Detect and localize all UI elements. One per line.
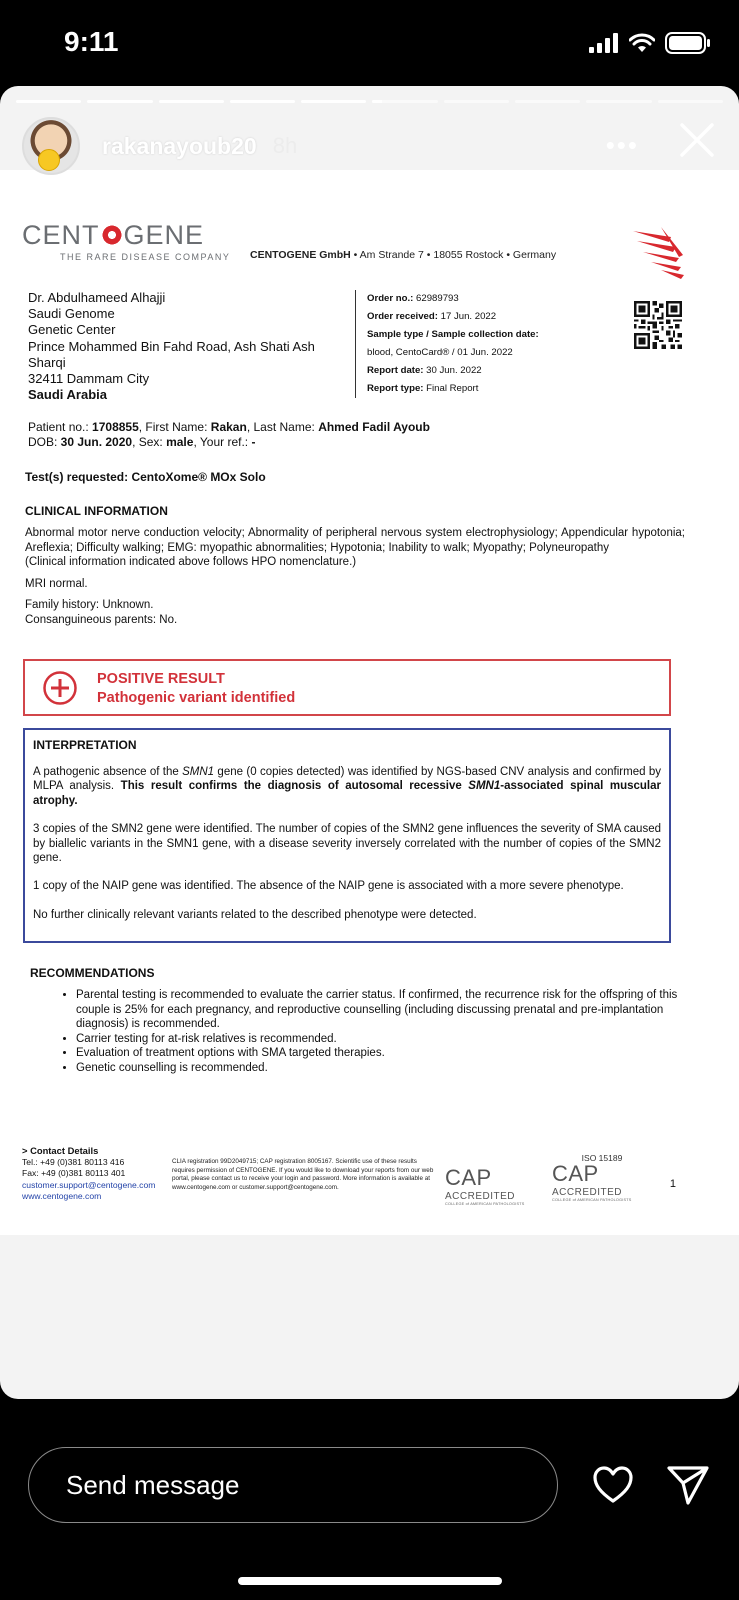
cap-label: CAP: [552, 1161, 599, 1186]
interpretation-box: [23, 728, 671, 943]
ref-label: , Your ref.:: [193, 435, 252, 449]
company-address: [250, 249, 556, 261]
report-date-label: Report date:: [367, 365, 424, 376]
sex: male: [166, 435, 194, 449]
interpretation-paragraph-3: 1 copy of the NAIP gene was identified. The absence of the NAIP gene is associated with a more severe phenotype.: [33, 880, 624, 893]
story-progress-bar: [16, 100, 723, 103]
list-item: • Evaluation of treatment options with SMA targeted therapies.: [76, 1046, 696, 1061]
report-date: [367, 362, 607, 380]
avatar[interactable]: [22, 117, 80, 175]
progress-segment: [586, 100, 651, 103]
more-options-button[interactable]: •••: [605, 130, 639, 160]
sample-label: Sample type / Sample collection date:: [367, 329, 539, 340]
brand-name: [22, 220, 230, 251]
order-received: [367, 308, 607, 326]
dob: 30 Jun. 2020: [60, 435, 133, 449]
report-date-value: 30 Jun. 2022: [423, 365, 482, 376]
report-type: [367, 380, 607, 398]
contact-email: customer.support@centogene.com: [22, 1179, 156, 1190]
progress-segment: [159, 100, 224, 103]
heart-icon[interactable]: [592, 1465, 634, 1505]
gene-name: SMN1: [468, 780, 501, 793]
last-name-label: , Last Name:: [246, 420, 319, 434]
clinical-note: (Clinical information indicated above follows HPO nomenclature.): [25, 556, 357, 569]
recommendations-heading: RECOMMENDATIONS: [30, 966, 155, 980]
send-message-input[interactable]: [28, 1447, 558, 1523]
brand-tagline: THE RARE DISEASE COMPANY: [60, 252, 231, 262]
addressee-country: Saudi Arabia: [28, 387, 107, 403]
progress-fill: [230, 100, 295, 103]
addressee-line: Saudi Genome: [28, 306, 115, 322]
progress-segment: [515, 100, 580, 103]
battery-icon: [665, 32, 711, 54]
patient-no-label: Patient no.:: [28, 420, 93, 434]
story-card[interactable]: [0, 86, 739, 1399]
cap-accredited-badge: [445, 1165, 545, 1206]
sample-value: blood, CentoCard® / 01 Jun. 2022: [367, 347, 513, 358]
cap-college-label: COLLEGE of AMERICAN PATHOLOGISTS: [445, 1202, 525, 1206]
family-history: Family history: Unknown.: [25, 599, 154, 612]
addressee-line: Prince Mohammed Bin Fahd Road, Ash Shati Ash: [28, 338, 315, 354]
patient-info: [28, 420, 430, 450]
first-name: Rakan: [210, 420, 247, 434]
last-name: Ahmed Fadil Ayoub: [318, 420, 430, 434]
contact-web: www.centogene.com: [22, 1191, 102, 1201]
tests-requested: Test(s) requested: CentoXome® MOx Solo: [25, 470, 266, 484]
clia-notice: CLIA registration 99D2049715; CAP registration 8005167. Scientific use of these results requires permission of CENTOGENE. If you would like to download your reports from our web portal, please contact us to receive your login and password. More information is available at www.centogene.com or customer.support@centogene.com.: [172, 1158, 434, 1191]
centogene-logo: [22, 220, 230, 262]
result-title: POSITIVE RESULT: [97, 671, 225, 687]
home-indicator[interactable]: [238, 1577, 502, 1585]
sex-label: , Sex:: [132, 435, 167, 449]
addressee-line: 32411 Dammam City: [28, 371, 150, 387]
cap-college-label: COLLEGE of AMERICAN PATHOLOGISTS: [552, 1198, 632, 1202]
addressee-line: Genetic Center: [28, 322, 116, 338]
order-no-label: Order no.:: [367, 293, 414, 304]
patient-no: 1708855: [92, 420, 139, 434]
list-item: • Carrier testing for at-risk relatives is recommended.: [76, 1032, 696, 1047]
status-bar-time: 9:11: [64, 26, 119, 57]
progress-fill: [301, 100, 366, 103]
contact-heading: > Contact Details: [22, 1145, 99, 1156]
patient-line-2: [28, 435, 430, 450]
brand-flower-icon: [101, 224, 123, 246]
iso-label: ISO 15189: [581, 1153, 623, 1163]
addressee-line: Sharqi: [28, 354, 66, 370]
positive-result-box: [23, 659, 671, 716]
ref: -: [251, 435, 256, 449]
progress-segment: [230, 100, 295, 103]
qr-code-icon: [634, 301, 682, 349]
interpretation-paragraph-1: [33, 765, 661, 808]
addressee-line: Dr. Abdulhameed Alhajji: [28, 290, 166, 305]
received-value: 17 Jun. 2022: [437, 311, 497, 322]
interp-conclusion-text: This result confirms the diagnosis of autosomal recessive: [120, 780, 469, 793]
addressee-block: [28, 290, 350, 403]
company-address-text: • Am Strande 7 • 18055 Rostock • Germany: [350, 249, 557, 261]
order-details: [355, 290, 607, 398]
status-bar-icons: [589, 32, 711, 54]
mri-text: MRI normal.: [25, 577, 88, 590]
order-no-value: 62989793: [413, 293, 459, 304]
first-name-label: , First Name:: [138, 420, 211, 434]
clinical-heading: CLINICAL INFORMATION: [25, 504, 168, 518]
received-label: Order received:: [367, 311, 438, 322]
cap-accredited-label: ACCREDITED: [445, 1191, 516, 1202]
story-username[interactable]: rakanayoub20: [102, 132, 257, 159]
brand-name-left: CENT: [22, 220, 100, 250]
smiley-icon: [38, 149, 60, 171]
send-message-placeholder: Send message: [66, 1470, 240, 1500]
order-number: [367, 290, 607, 308]
clinical-information: [25, 526, 685, 628]
progress-segment: [87, 100, 152, 103]
brand-name-right: GENE: [123, 220, 205, 250]
plus-circle-icon: [43, 671, 77, 705]
interp-text: gene (0 copies detected) was identified by NGS-based CNV analysis and confirmed by MLPA analysis.: [33, 766, 661, 793]
interp-text: A pathogenic absence of the: [33, 766, 183, 778]
report-document: [0, 170, 739, 1235]
interp-conclusion: [33, 780, 661, 806]
contact-fax: Fax: +49 (0)381 80113 401: [22, 1168, 126, 1178]
contact-tel: Tel.: +49 (0)381 80113 416: [22, 1156, 125, 1167]
cap-accredited-label: ACCREDITED: [552, 1187, 623, 1198]
list-item: • Parental testing is recommended to evaluate the carrier status. If confirmed, the recurrence risk for the offspring of this couple is 25% for each pregnancy, and reproductive counselling (including discussing prenatal and pre-implantation diagnosis) is recommended.: [76, 988, 696, 1032]
progress-fill: [372, 100, 382, 103]
progress-segment: [16, 100, 81, 103]
progress-segment: [444, 100, 509, 103]
centogene-rays-icon: [631, 225, 687, 281]
interpretation-heading: INTERPRETATION: [33, 738, 137, 752]
progress-segment: [372, 100, 437, 103]
wifi-icon: [629, 33, 655, 53]
signal-icon: [589, 33, 619, 53]
interp-conclusion-text: -associated spinal muscular atrophy.: [33, 780, 661, 807]
story-header: [22, 116, 717, 176]
dob-label: DOB:: [28, 435, 61, 449]
page-number: 1: [669, 1178, 676, 1190]
progress-fill: [159, 100, 224, 103]
progress-fill: [16, 100, 81, 103]
contact-details: [22, 1145, 172, 1203]
story-time-ago: 8h: [272, 133, 298, 158]
progress-segment: [658, 100, 723, 103]
gene-name: SMN1: [182, 766, 215, 778]
close-icon[interactable]: [677, 120, 717, 160]
interpretation-paragraph-4: No further clinically relevant variants related to the described phenotype were detected.: [33, 908, 477, 921]
interpretation-paragraph-2: 3 copies of the SMN2 gene were identified. The number of copies of the SMN2 gene influences the severity of SMA caused by biallelic variants in the SMN1 gene, with a disease severity inversely correlated with the number of copies of the SMN2 gene.: [33, 823, 661, 865]
report-type-value: Final Report: [423, 383, 479, 394]
report-type-label: Report type:: [367, 383, 424, 394]
list-item: • Genetic counselling is recommended.: [76, 1061, 696, 1076]
cap-label: CAP: [445, 1165, 492, 1190]
progress-fill: [87, 100, 152, 103]
consanguineous: Consanguineous parents: No.: [25, 613, 178, 626]
company-name: CENTOGENE GmbH: [250, 249, 351, 261]
send-icon[interactable]: [666, 1464, 710, 1506]
patient-line-1: [28, 420, 430, 435]
recommendations-list: [50, 988, 696, 1076]
iso-cap-badge: [552, 1153, 652, 1202]
progress-segment: [301, 100, 366, 103]
result-subtitle: Pathogenic variant identified: [97, 690, 296, 706]
clinical-text: Abnormal motor nerve conduction velocity; Abnormality of peripheral nervous system electrophysiology; Appendicular hypotonia; Areflexia; Difficulty walking; EMG: myopathic abnormalities; Hypotonia; Inability to walk; Myopathy; Polyneuropathy: [25, 527, 685, 554]
